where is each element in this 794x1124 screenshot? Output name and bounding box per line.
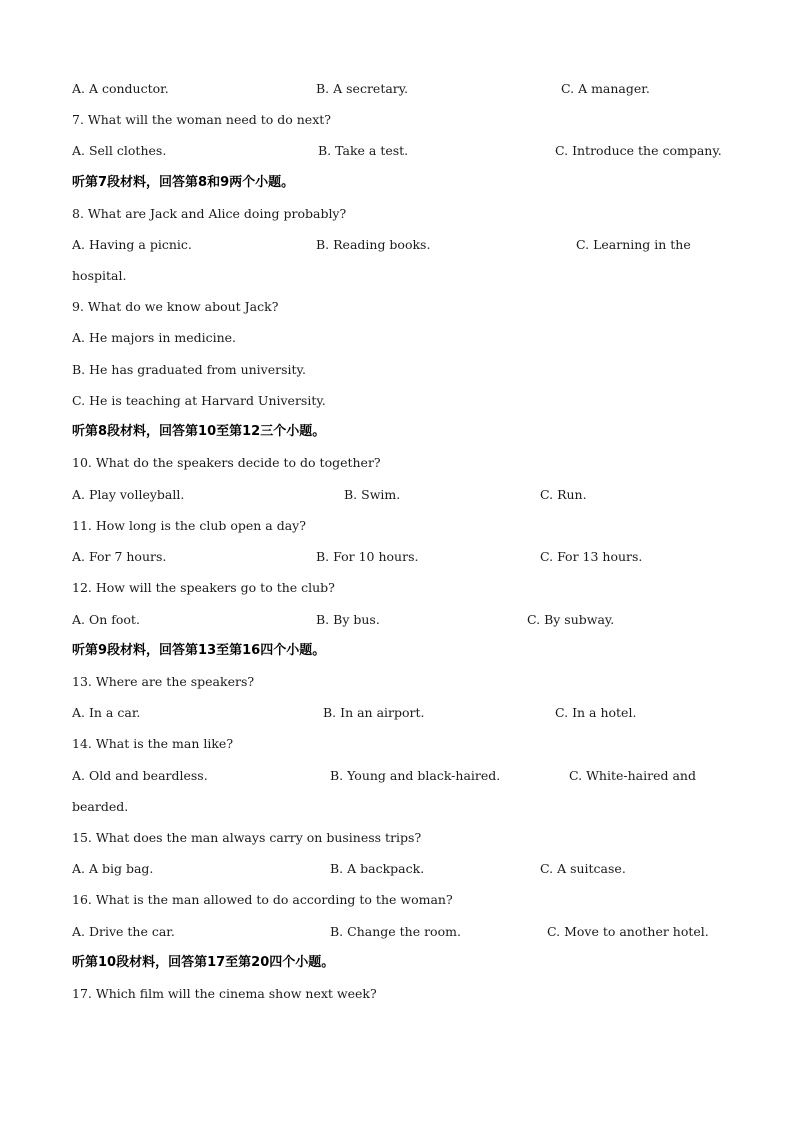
question-text: 13. Where are the speakers?: [72, 674, 255, 689]
question-text: 17. Which film will the cinema show next week?: [72, 986, 377, 1001]
option-b: B. A secretary.: [316, 81, 409, 96]
option-b: B. For 10 hours.: [316, 549, 419, 564]
option-c: C. A suitcase.: [540, 861, 626, 876]
option-c: C. A manager.: [561, 81, 650, 96]
text-line: bearded.: [72, 799, 129, 814]
option-a: A. Sell clothes.: [72, 143, 167, 158]
question-text: 12. How will the speakers go to the club?: [72, 580, 335, 595]
option-a: A. A conductor.: [72, 81, 169, 96]
section-heading: 听第9段材料，回答第13至第16四个小题。: [72, 643, 326, 658]
option-b: B. In an airport.: [323, 705, 425, 720]
option-c: C. Run.: [540, 487, 587, 502]
option-b: B. Reading books.: [316, 237, 431, 252]
option-a: A. Play volleyball.: [72, 487, 185, 502]
option-a: A. Drive the car.: [72, 924, 175, 939]
option-b: B. Take a test.: [318, 143, 409, 158]
text-line: A. He majors in medicine.: [72, 330, 237, 345]
option-a: A. Old and beardless.: [72, 768, 208, 783]
question-text: 15. What does the man always carry on business trips?: [72, 830, 422, 845]
option-b: B. By bus.: [316, 612, 380, 627]
section-heading: 听第8段材料，回答第10至第12三个小题。: [72, 424, 326, 439]
option-a: A. A big bag.: [72, 861, 154, 876]
option-b: B. A backpack.: [330, 861, 425, 876]
option-a: A. On foot.: [72, 612, 140, 627]
question-text: 16. What is the man allowed to do according to the woman?: [72, 892, 453, 907]
section-heading: 听第10段材料，回答第17至第20四个小题。: [72, 955, 335, 970]
option-a: A. In a car.: [72, 705, 141, 720]
option-b: B. Swim.: [344, 487, 401, 502]
option-c: C. In a hotel.: [555, 705, 637, 720]
option-c: C. By subway.: [527, 612, 615, 627]
option-c: C. White-haired and: [569, 768, 696, 783]
question-text: 10. What do the speakers decide to do together?: [72, 455, 381, 470]
question-text: 9. What do we know about Jack?: [72, 299, 279, 314]
question-text: 14. What is the man like?: [72, 736, 234, 751]
text-line: C. He is teaching at Harvard University.: [72, 393, 326, 408]
option-c: C. Learning in the: [576, 237, 691, 252]
option-b: B. Young and black-haired.: [330, 768, 501, 783]
text-line: hospital.: [72, 268, 127, 283]
option-c: C. Introduce the company.: [555, 143, 722, 158]
option-c: C. Move to another hotel.: [547, 924, 709, 939]
section-heading: 听第7段材料，回答第8和9两个小题。: [72, 175, 295, 190]
option-c: C. For 13 hours.: [540, 549, 643, 564]
option-b: B. Change the room.: [330, 924, 461, 939]
question-text: 8. What are Jack and Alice doing probably?: [72, 206, 347, 221]
text-line: B. He has graduated from university.: [72, 362, 306, 377]
option-a: A. Having a picnic.: [72, 237, 192, 252]
question-text: 7. What will the woman need to do next?: [72, 112, 331, 127]
question-text: 11. How long is the club open a day?: [72, 518, 306, 533]
option-a: A. For 7 hours.: [72, 549, 167, 564]
